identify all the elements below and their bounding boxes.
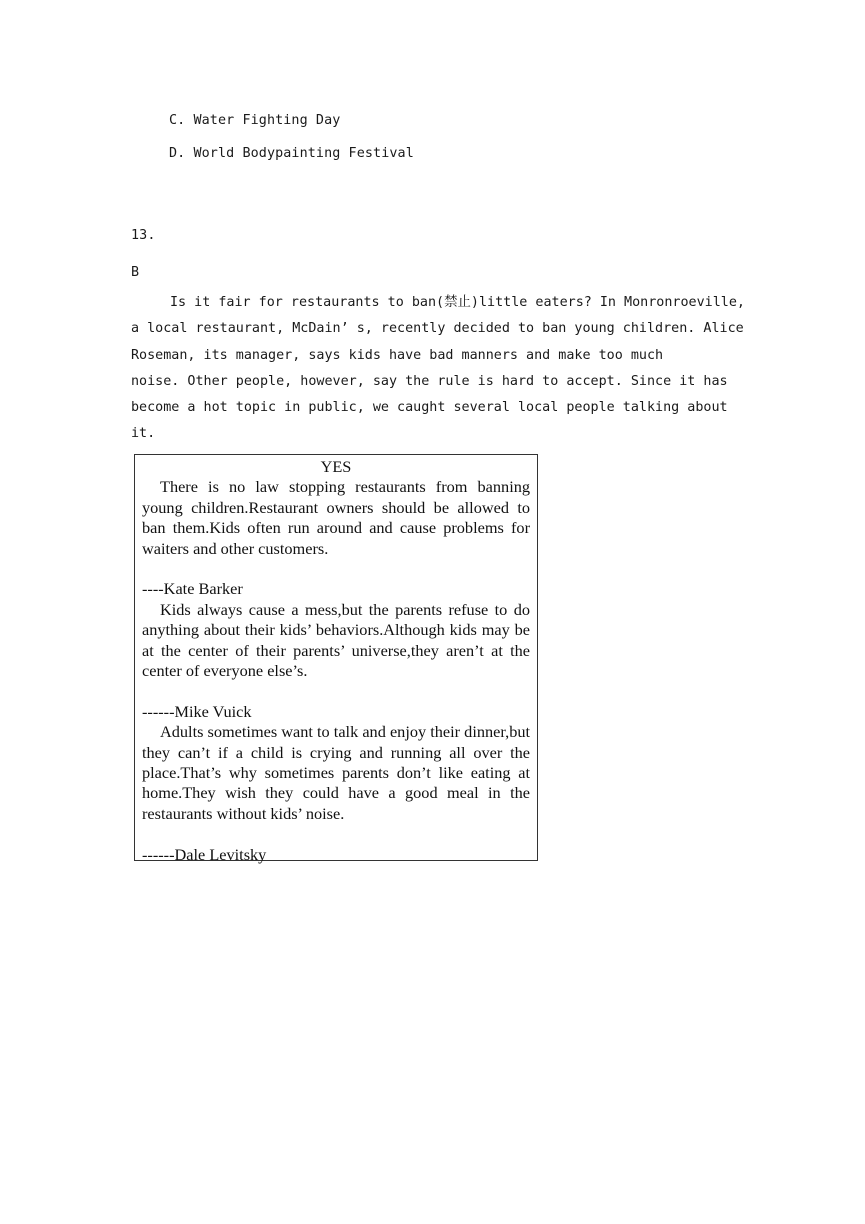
intro-line: Roseman, its manager, says kids have bad manners and make too much xyxy=(131,347,664,363)
intro-paragraph xyxy=(131,290,745,448)
opinion-text: Kids always cause a mess,but the parents refuse to do anything about their kids’ behaviors.Although kids may be at the center of their parents’ universe,they aren’t at the center of everyone else’s. xyxy=(142,599,530,681)
intro-line: a local restaurant, McDain’ s, recently decided to ban young children. Alice xyxy=(131,321,744,337)
intro-line: become a hot topic in public, we caught several local people talking about xyxy=(131,400,728,416)
option-c: C. Water Fighting Day xyxy=(169,113,341,128)
opinion-box xyxy=(134,454,538,864)
opinion-author: ------Mike Vuick xyxy=(142,701,252,721)
question-number: 13. xyxy=(131,228,156,243)
opinion-text: Adults sometimes want to talk and enjoy their dinner,but they can’t if a child is crying and running all over the place.That’s why sometimes parents don’t like eating at home.They wish they could have a good meal in the restaurants without kids’ noise. xyxy=(142,722,530,823)
option-d: D. World Bodypainting Festival xyxy=(169,146,414,161)
opinion-text: There is no law stopping restaurants from banning young children.Restaurant owners should be allowed to ban them.Kids often run around and cause problems for waiters and other customers. xyxy=(142,477,530,558)
section-label: B xyxy=(131,265,140,280)
opinion-author: ----Kate Barker xyxy=(142,579,243,599)
intro-line: it. xyxy=(131,426,156,442)
intro-line: noise. Other people, however, say the rule is hard to accept. Since it has xyxy=(131,373,728,389)
intro-line: Is it fair for restaurants to ban(禁止)little eaters? In Monronroeville, xyxy=(170,295,745,310)
opinion-author: ------Dale Levitsky xyxy=(142,844,267,864)
opinion-box-title: YES xyxy=(320,457,352,476)
